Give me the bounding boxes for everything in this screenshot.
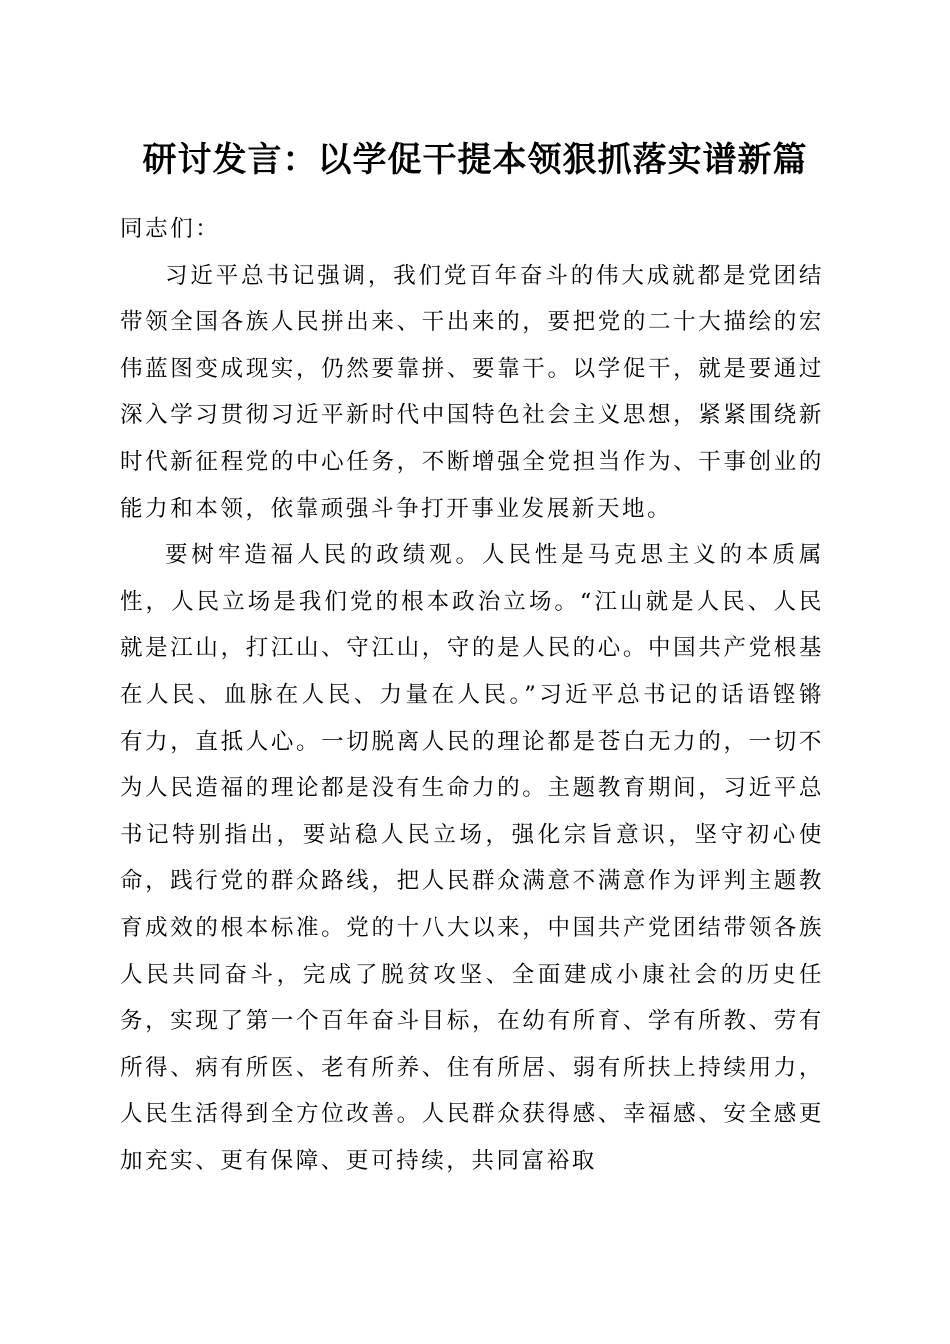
paragraph-1: 习近平总书记强调，我们党百年奋斗的伟大成就都是党团结带领全国各族人民拼出来、干出来的，要把党的二十大描绘的宏伟蓝图变成现实，仍然要靠拼、要靠干。以学促干，就是要通过深入学习贯彻习近平新时代中国特色社会主义思想，紧紧围绕新时代新征程党的中心任务，不断增强全党担当作为、干事创业的能力和本领，依靠顽强斗争打开事业发展新天地。 bbox=[120, 262, 824, 522]
salutation: 同志们： bbox=[120, 216, 221, 242]
document-body bbox=[120, 206, 824, 1184]
paragraph-2: 要树牢造福人民的政绩观。人民性是马克思主义的本质属性，人民立场是我们党的根本政治立场。“江山就是人民、人民就是江山，打江山、守江山，守的是人民的心。中国共产党根基在人民、血脉在人民、力量在人民。”习近平总书记的话语铿锵有力，直抵人心。一切脱离人民的理论都是苍白无力的，一切不为人民造福的理论都是没有生命力的。主题教育期间，习近平总书记特别指出，要站稳人民立场，强化宗旨意识，坚守初心使命，践行党的群众路线，把人民群众满意不满意作为评判主题教育成效的根本标准。党的十八大以来，中国共产党团结带领各族人民共同奋斗，完成了脱贫攻坚、全面建成小康社会的历史任务，实现了第一个百年奋斗目标，在幼有所育、学有所教、劳有所得、病有所医、老有所养、住有所居、弱有所扶上持续用力，人民生活得到全方位改善。人民群众获得感、幸福感、安全感更加充实、更有保障、更可持续，共同富裕取 bbox=[120, 542, 824, 1174]
document-title: 研讨发言：以学促干提本领狠抓落实谱新篇 bbox=[142, 140, 808, 180]
